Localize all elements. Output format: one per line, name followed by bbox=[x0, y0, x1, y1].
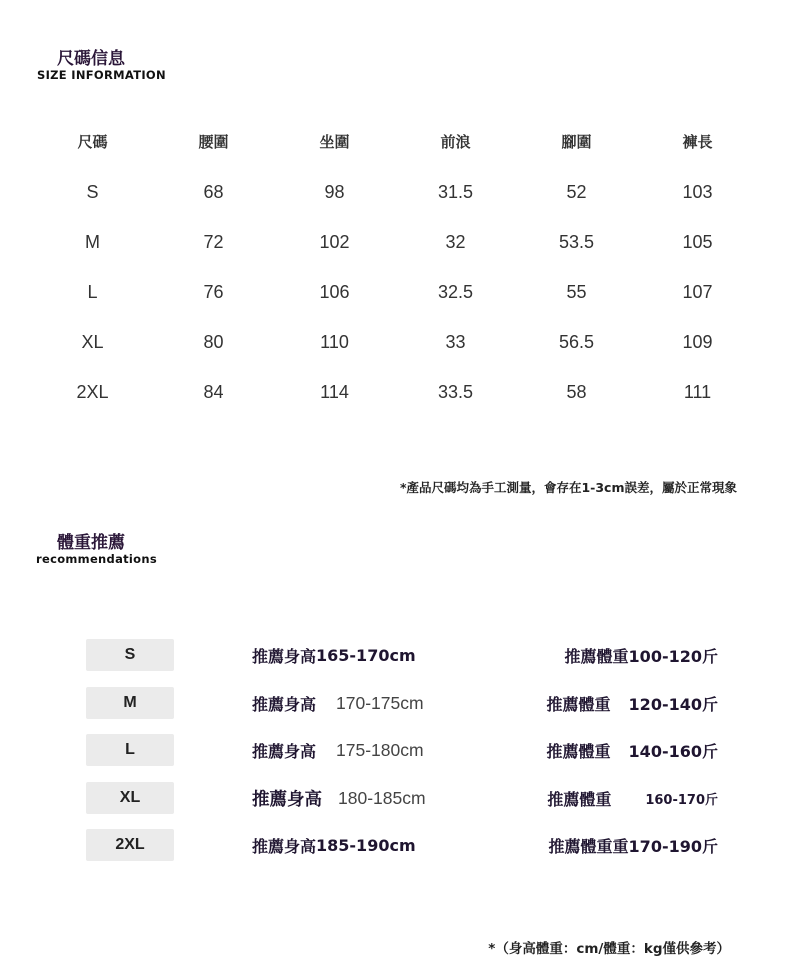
recommend-weight-s bbox=[565, 639, 718, 671]
weight-value: 140-160斤 bbox=[628, 741, 718, 761]
cell-waist: 68 bbox=[203, 181, 224, 202]
cell-front-rise: 32.5 bbox=[437, 281, 474, 302]
size-badge-2xl: 2XL bbox=[86, 829, 174, 861]
recommend-height-l bbox=[252, 734, 424, 766]
height-value: 185-190cm bbox=[316, 835, 416, 855]
header-size: 尺碼 bbox=[77, 132, 108, 151]
reference-footnote: *（身高體重：cm/體重：kg僅供參考） bbox=[488, 941, 730, 957]
cell-hip: 102 bbox=[319, 231, 350, 252]
height-value: 175-180cm bbox=[336, 739, 424, 760]
weight-label: 推薦體重重 bbox=[548, 836, 629, 856]
cell-length: 103 bbox=[682, 181, 713, 202]
cell-length: 109 bbox=[682, 331, 713, 352]
size-table bbox=[32, 115, 758, 417]
height-label: 推薦身高 bbox=[252, 741, 317, 761]
recommend-height-s bbox=[252, 639, 416, 671]
cell-leg-opening: 58 bbox=[566, 381, 587, 402]
weight-label: 推薦體重 bbox=[547, 789, 612, 809]
header-front-rise: 前浪 bbox=[440, 132, 471, 151]
recommend-height-xl bbox=[252, 782, 426, 814]
cell-front-rise: 31.5 bbox=[437, 181, 474, 202]
cell-leg-opening: 52 bbox=[566, 181, 587, 202]
height-value: 165-170cm bbox=[316, 645, 416, 665]
cell-leg-opening: 56.5 bbox=[558, 331, 595, 352]
header-length: 褲長 bbox=[682, 132, 713, 151]
weight-value: 120-140斤 bbox=[628, 694, 718, 714]
recommend-subtitle: recommendations bbox=[36, 552, 158, 566]
cell-leg-opening: 53.5 bbox=[558, 231, 595, 252]
cell-front-rise: 33 bbox=[445, 331, 466, 352]
cell-length: 105 bbox=[682, 231, 713, 252]
height-value: 180-185cm bbox=[338, 787, 426, 808]
recommend-title: 體重推薦 bbox=[57, 533, 125, 553]
recommend-weight-m bbox=[547, 687, 718, 719]
cell-leg-opening: 55 bbox=[566, 281, 587, 302]
weight-value: 170-190斤 bbox=[628, 836, 718, 856]
cell-front-rise: 33.5 bbox=[437, 381, 474, 402]
cell-waist: 76 bbox=[203, 281, 224, 302]
table-row bbox=[32, 167, 758, 217]
size-info-title: 尺碼信息 bbox=[57, 49, 125, 69]
weight-label: 推薦體重 bbox=[546, 741, 611, 761]
weight-value: 160-170斤 bbox=[645, 792, 718, 808]
header-leg-opening: 腳圍 bbox=[561, 132, 592, 151]
weight-value: 100-120斤 bbox=[628, 646, 718, 666]
cell-waist: 80 bbox=[203, 331, 224, 352]
height-label: 推薦身高 bbox=[252, 694, 317, 714]
cell-waist: 72 bbox=[203, 231, 224, 252]
size-badge-s: S bbox=[86, 639, 174, 671]
height-label: 推薦身高 bbox=[252, 789, 322, 810]
height-label: 推薦身高 bbox=[252, 836, 317, 856]
recommend-height-m bbox=[252, 687, 424, 719]
size-badge-xl: XL bbox=[86, 782, 174, 814]
table-row bbox=[32, 317, 758, 367]
size-info-subtitle: SIZE INFORMATION bbox=[37, 68, 166, 82]
cell-length: 107 bbox=[682, 281, 713, 302]
size-badge-m: M bbox=[86, 687, 174, 719]
cell-front-rise: 32 bbox=[445, 231, 466, 252]
recommend-weight-l bbox=[547, 734, 718, 766]
measurement-note: *產品尺碼均為手工測量，會存在1-3cm誤差，屬於正常現象 bbox=[399, 480, 737, 495]
size-badge-l: L bbox=[86, 734, 174, 766]
recommend-height-2xl bbox=[252, 829, 416, 861]
cell-hip: 114 bbox=[320, 381, 349, 402]
header-hip: 坐圍 bbox=[319, 132, 350, 151]
table-row bbox=[32, 217, 758, 267]
cell-size: XL bbox=[81, 331, 104, 352]
cell-hip: 110 bbox=[320, 331, 349, 352]
size-table-header bbox=[32, 115, 758, 167]
cell-size: L bbox=[87, 281, 98, 302]
weight-label: 推薦體重 bbox=[564, 646, 629, 666]
header-waist: 腰圍 bbox=[198, 132, 229, 151]
cell-hip: 98 bbox=[324, 181, 345, 202]
recommend-weight-2xl bbox=[549, 829, 718, 861]
cell-size: M bbox=[85, 231, 100, 252]
recommend-weight-xl bbox=[547, 782, 718, 814]
cell-size: 2XL bbox=[76, 381, 109, 402]
table-row bbox=[32, 267, 758, 317]
height-label: 推薦身高 bbox=[252, 646, 317, 666]
weight-label: 推薦體重 bbox=[546, 694, 611, 714]
cell-waist: 84 bbox=[203, 381, 224, 402]
cell-length: 111 bbox=[683, 381, 712, 402]
height-value: 170-175cm bbox=[336, 692, 424, 713]
cell-hip: 106 bbox=[319, 281, 350, 302]
cell-size: S bbox=[86, 181, 99, 202]
table-row bbox=[32, 367, 758, 417]
